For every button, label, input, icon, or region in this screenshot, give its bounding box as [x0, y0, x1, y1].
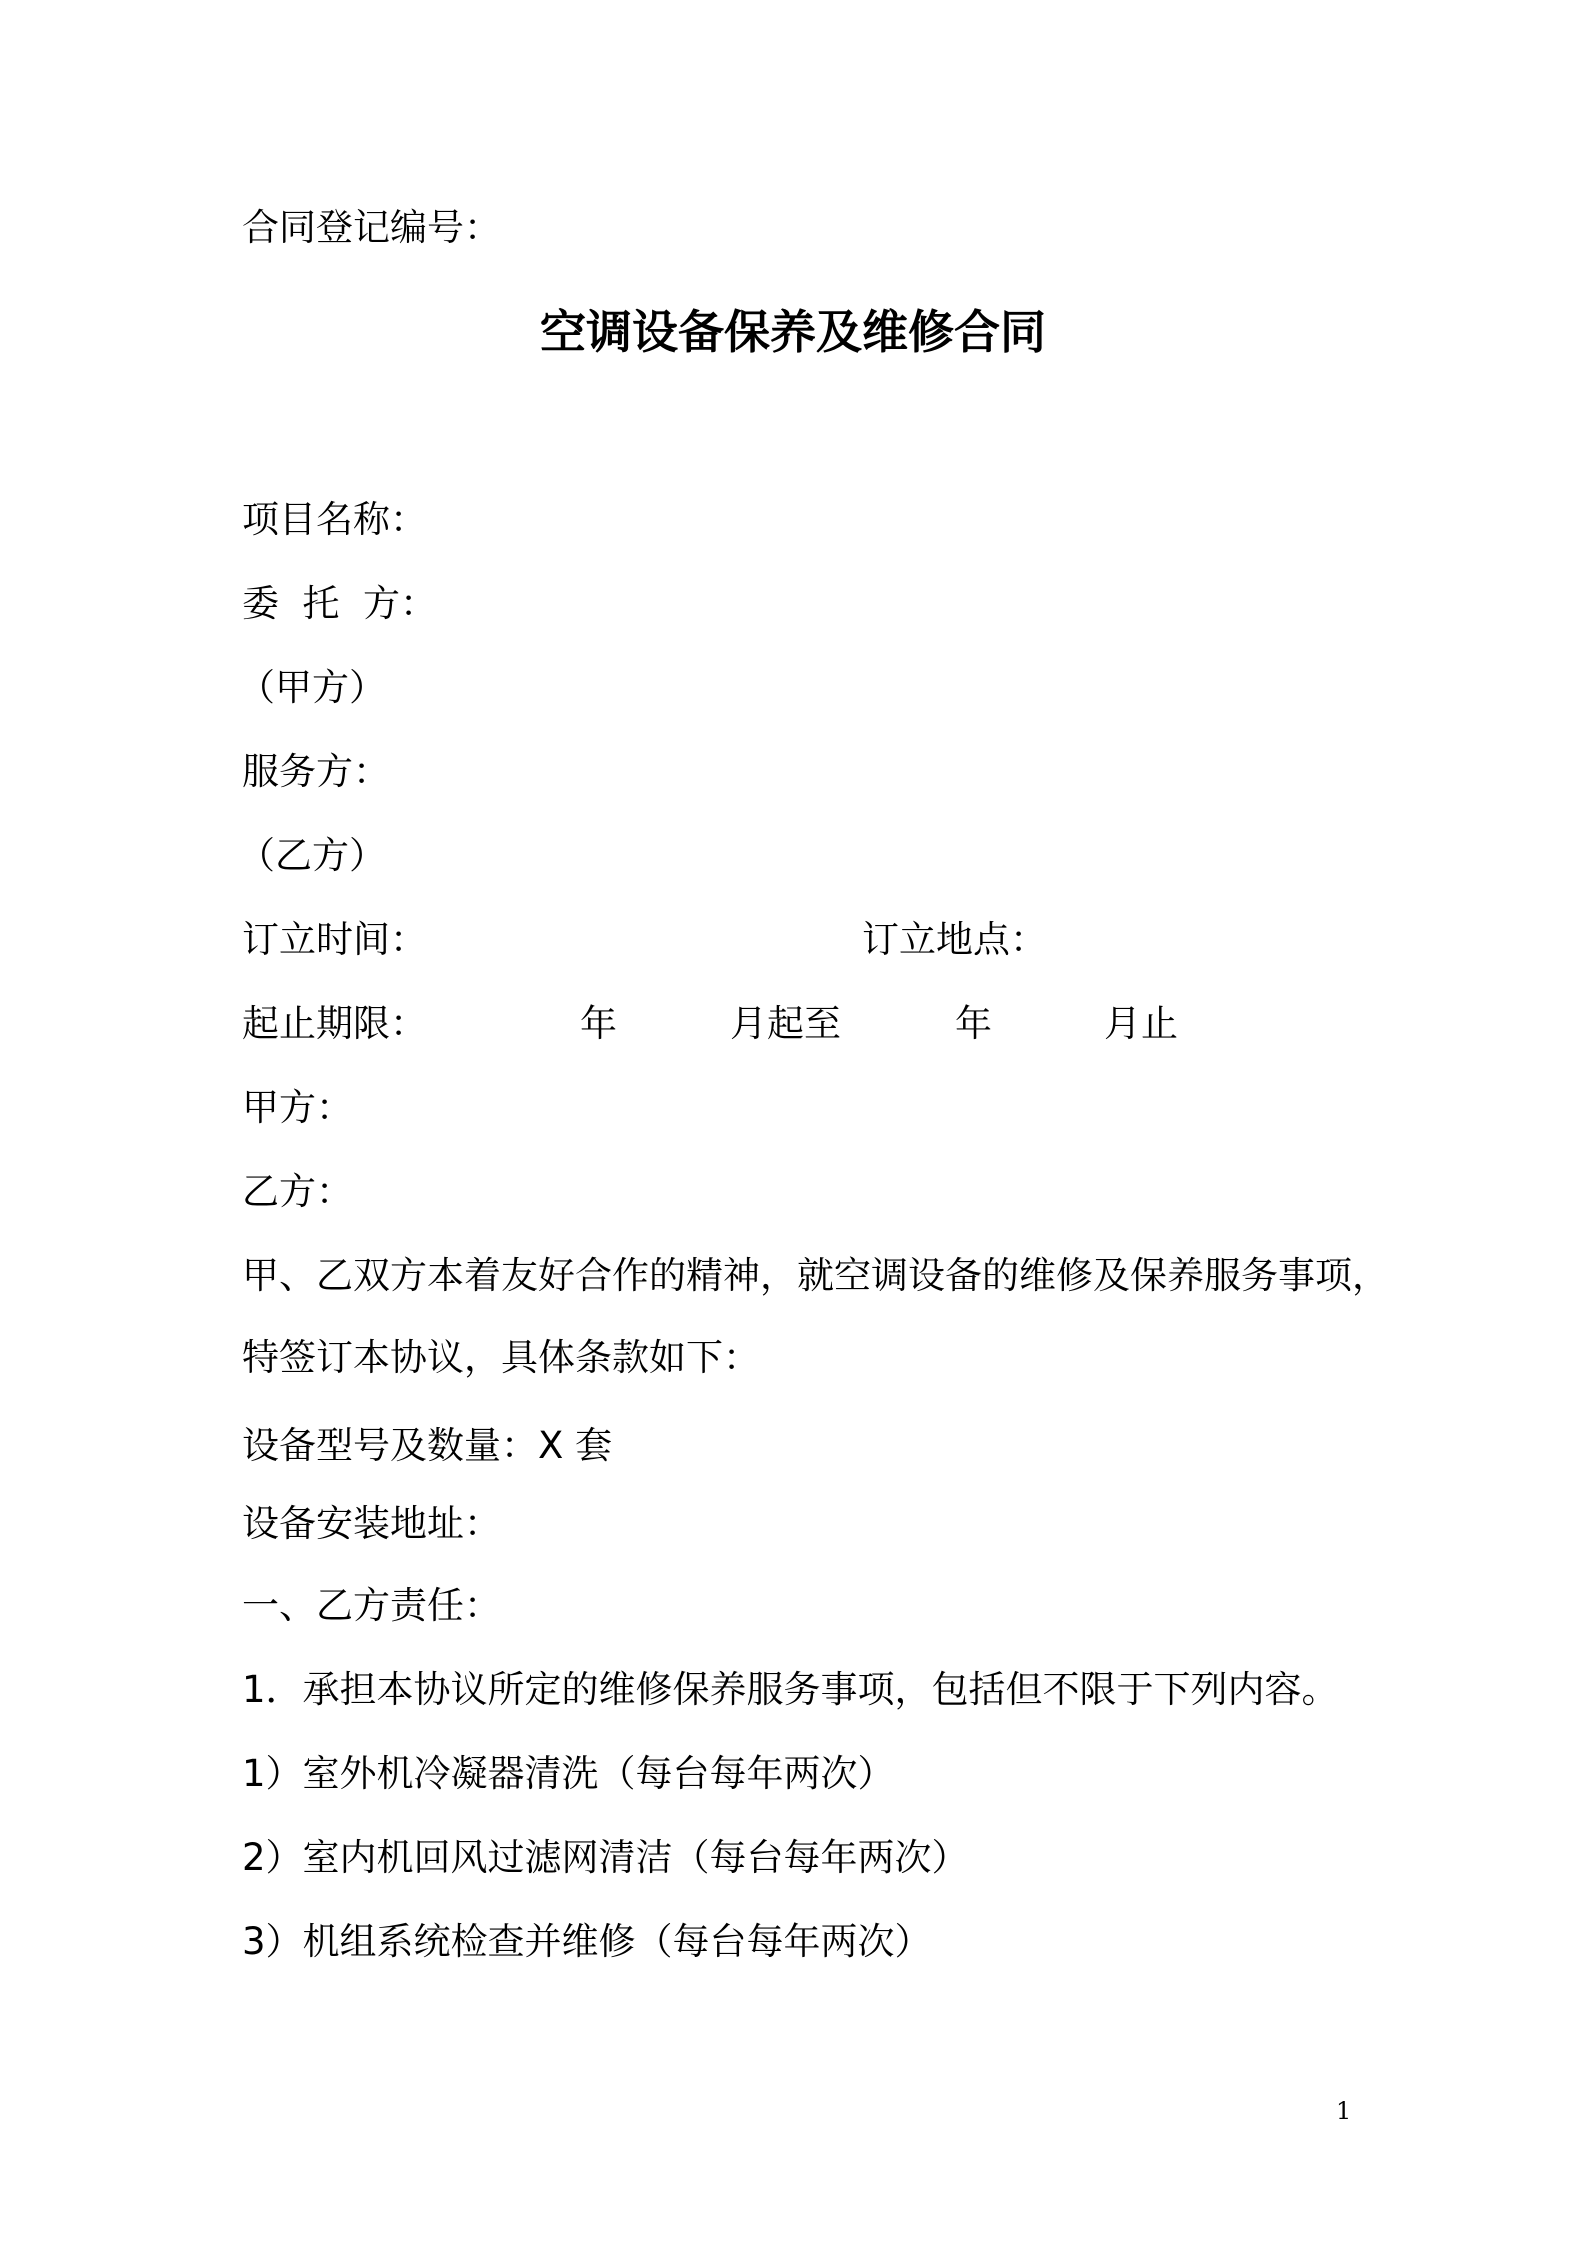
party-a-label: 甲方：: [242, 1086, 353, 1129]
term-label: 起止期限：: [242, 1002, 427, 1045]
term-year-to: 年: [955, 1002, 992, 1045]
term-month-from: 月起至: [730, 1002, 841, 1045]
section-1-heading: 一、乙方责任：: [242, 1584, 501, 1627]
client-label: 委 托 方：: [242, 582, 438, 625]
term-year-from: 年: [580, 1002, 617, 1045]
equipment-model-line: 设备型号及数量：X 套: [242, 1424, 613, 1467]
party-a-paren: （甲方）: [238, 666, 386, 709]
page-number: 1: [1336, 2097, 1352, 2125]
install-address-label: 设备安装地址：: [242, 1502, 501, 1545]
sign-time-label: 订立时间：: [242, 918, 427, 961]
term-month-to: 月止: [1104, 1002, 1178, 1045]
party-b-label: 乙方：: [242, 1170, 353, 1213]
project-name-label: 项目名称：: [242, 498, 427, 541]
document-title: 空调设备保养及维修合同: [540, 305, 1046, 359]
list-item: 3）机组系统检查并维修（每台每年两次）: [242, 1920, 932, 1963]
list-item: 2）室内机回风过滤网清洁（每台每年两次）: [242, 1836, 969, 1879]
sign-place-label: 订立地点：: [862, 918, 1047, 961]
intro-line-2: 特签订本协议，具体条款如下：: [242, 1336, 760, 1379]
service-provider-label: 服务方：: [242, 750, 390, 793]
section-1-item-1: 1．承担本协议所定的维修保养服务事项，包括但不限于下列内容。: [242, 1668, 1339, 1711]
party-b-paren: （乙方）: [238, 834, 386, 877]
list-item: 1）室外机冷凝器清洗（每台每年两次）: [242, 1752, 895, 1795]
intro-line-1: 甲、乙双方本着友好合作的精神，就空调设备的维修及保养服务事项，: [242, 1254, 1389, 1297]
registration-number-label: 合同登记编号：: [242, 206, 501, 249]
